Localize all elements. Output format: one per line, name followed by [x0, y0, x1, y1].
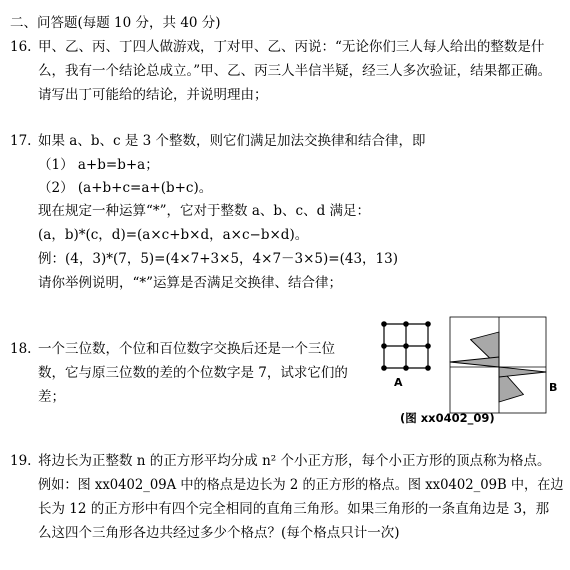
question-18-number: 18.: [10, 341, 32, 357]
question-16-line-1: 甲、乙、丙、丁四人做游戏，丁对甲、乙、丙说：“无论你们三人每人给出的整数是什: [38, 39, 545, 55]
question-17-number: 17.: [10, 133, 32, 149]
question-18-line-2: 数，它与原三位数的差的个位数字是 7，试求它们的: [38, 365, 348, 381]
figure-b-square-triangles: [448, 315, 548, 415]
question-17-line-6: 例：(4，3)*(7，5)=(4×7+3×5，4×7－3×5)=(43，13): [38, 251, 398, 267]
section-title: 二、问答题(每题 10 分，共 40 分): [10, 15, 221, 31]
question-19-line-2: 例如：图 xx0402_09A 中的格点是边长为 2 的正方形的格点。图 xx0402_09B 中，在边: [38, 477, 564, 493]
question-18-line-1: 一个三位数，个位和百位数字交换后还是一个三位: [38, 341, 335, 357]
question-16-number: 16.: [10, 39, 32, 55]
figure-caption: (图 xx0402_09): [400, 411, 495, 425]
question-17-line-1: 如果 a、b、c 是 3 个整数，则它们满足加法交换律和结合律，即: [38, 133, 426, 149]
question-18-line-3: 差；: [38, 389, 65, 405]
question-19-line-4: 么这四个三角形各边共经过多少个格点？(每个格点只计一次): [38, 525, 400, 541]
question-16-line-2: 么，我有一个结论总成立。”甲、乙、丙三人半信半疑，经三人多次验证，结果都正确。: [38, 63, 552, 79]
question-17-line-5: (a，b)*(c，d)=(a×c+b×d，a×c−b×d)。: [38, 227, 309, 243]
question-17-line-4: 现在规定一种运算“*”，它对于整数 a、b、c、d 满足：: [38, 203, 371, 219]
question-17-line-7: 请你举例说明，“*”运算是否满足交换律、结合律；: [38, 275, 343, 291]
figure-a-label: A: [394, 376, 403, 389]
figure-a-lattice: [378, 318, 438, 378]
question-19-line-1: 将边长为正整数 n 的正方形平均分成 n² 个小正方形，每个小正方形的顶点称为格点。: [38, 453, 551, 469]
question-19-line-3: 长为 12 的正方形中有四个完全相同的直角三角形。如果三角形的一条直角边是 3，那: [38, 501, 550, 517]
question-17-line-2: （1） a+b=b+a；: [38, 157, 159, 173]
figure-b-label: B: [549, 381, 558, 394]
question-16-line-3: 请写出丁可能给的结论，并说明理由；: [38, 87, 268, 103]
question-17-line-3: （2） (a+b+c=a+(b+c)。: [38, 180, 213, 196]
question-19-number: 19.: [10, 453, 32, 469]
